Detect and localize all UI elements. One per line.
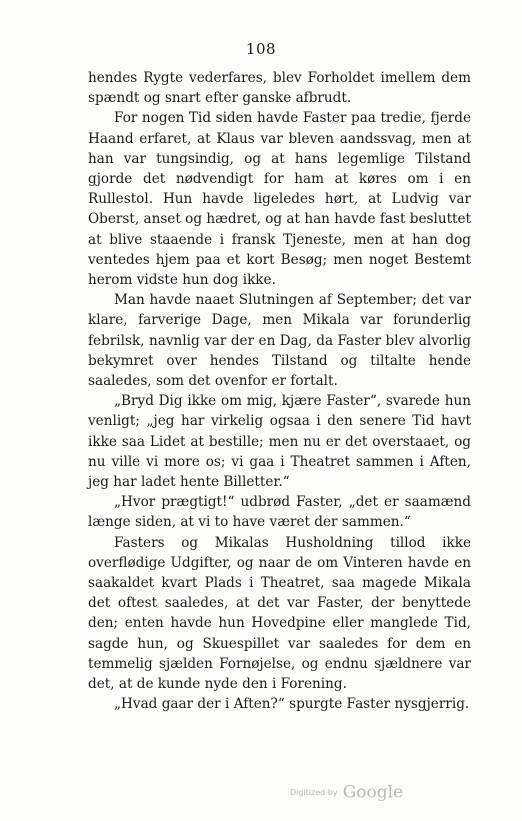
google-logo-text: Google — [342, 782, 404, 803]
digitized-by-google-watermark — [290, 782, 404, 806]
page-number: 108 — [245, 40, 277, 58]
paragraph-4: „Bryd Dig ikke om mig, kjære Faster“, svarede hun venligt; „jeg har virkelig ogsaa i den senere Tid havt ikke saa Lidet at bestille; men nu er det overstaaet, og nu ville vi more os; vi gaa i Theatret sammen i Aften, jeg har ladet hente Billetter.“ — [88, 393, 471, 491]
paragraph-1: hendes Rygte vederfares, blev Forholdet imellem dem spændt og snart efter ganske afbrudt. — [88, 70, 471, 107]
paragraph-2: For nogen Tid siden havde Faster paa tredie, fjerde Haand erfaret, at Klaus var bleven aandssvag, men at han var tungsindig, og at hans legemlige Tilstand gjorde det nødvendigt for ham at køres om i en Rullestol. Hun havde ligeledes hørt, at Ludvig var Oberst, anset og hædret, og at han havde fast besluttet at blive staaende i fransk Tjeneste, men at han dog ventedes hjem paa et kort Besøg; men noget Bestemt herom vidste hun dog ikke. — [88, 110, 472, 289]
paragraph-6: Fasters og Mikalas Husholdning tillod ikke overflødige Udgifter, og naar de om Vinteren havde en saakaldet kvart Plads i Theatret, saa magede Mikala det oftest saaledes, at det var Faster, der benyttede den; enten havde hun Hovedpine eller manglede Tid, sagde hun, og Skuespillet var saaledes for dem en temmelig sjælden Fornøjelse, og endnu sjældnere var det, at de kunde nyde den i Forening. — [88, 534, 471, 693]
body-text — [88, 68, 471, 715]
paragraph-3: Man havde naaet Slutningen af September; det var klare, farverige Dage, men Mikala var forunderlig febrilsk, navnlig var der en Dag, da Faster blev alvorlig bekymret over hendes Tilstand og tiltalte hende saaledes, som det ovenfor er fortalt. — [88, 292, 471, 390]
paragraph-7: „Hvad gaar der i Aften?“ spurgte Faster nysgjerrig. — [114, 696, 470, 713]
paragraph-5: „Hvor prægtigt!“ udbrød Faster, „det er saamænd længe siden, at vi to have været der sammen.“ — [88, 494, 471, 531]
watermark-prefix: Digitized by — [290, 788, 338, 797]
